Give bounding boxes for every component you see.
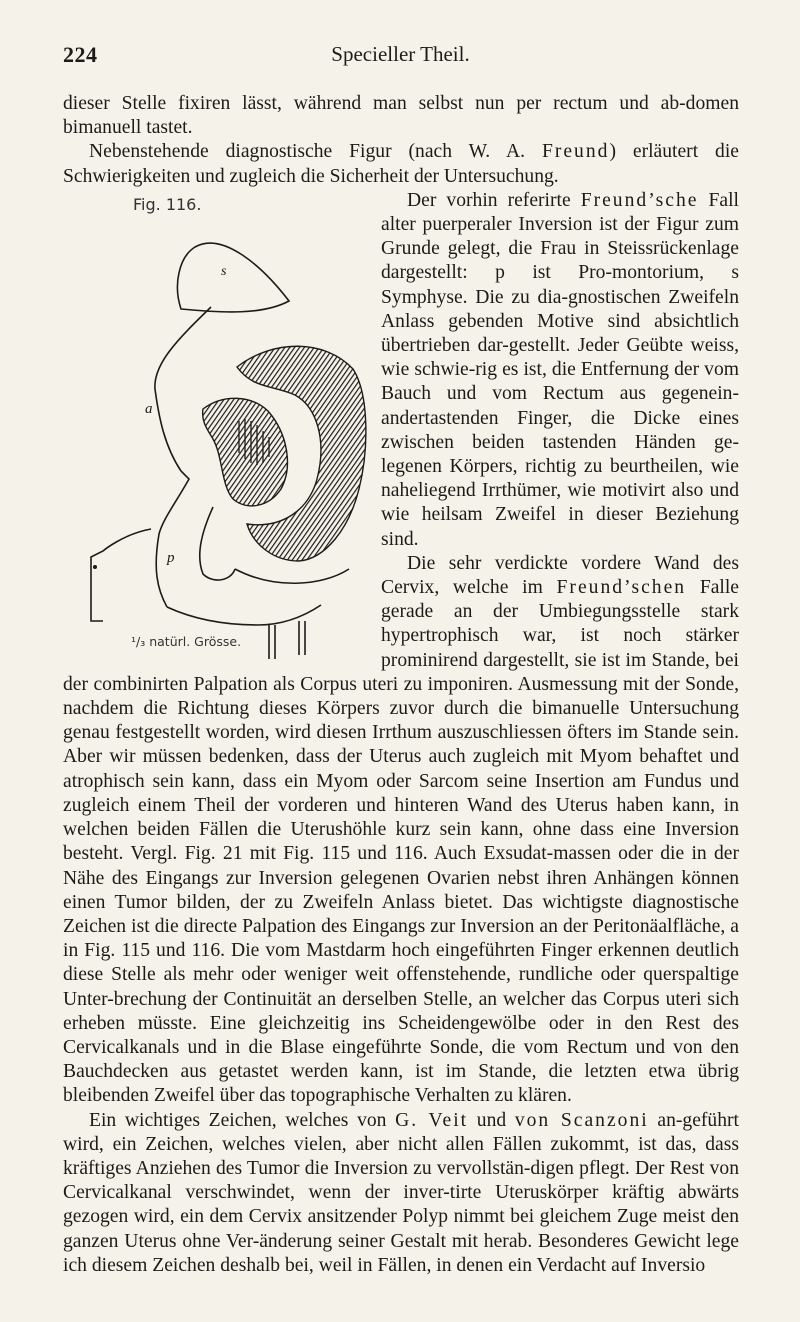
rod-left xyxy=(269,625,275,659)
author-name-veit: G. Veit xyxy=(395,1109,469,1131)
author-name-freundsche: Freund’sche xyxy=(580,189,699,211)
p2-text-a: Nebenstehende diagnostische Figur (nach W. A. xyxy=(89,141,542,163)
paragraph-1: dieser Stelle fixiren lässt, während man selbst nun per rectum und ab-domen bimanuell tastet. xyxy=(63,93,739,139)
paragraph-5 xyxy=(63,1109,739,1278)
p5-text-b: an-geführt wird, ein Zeichen, welches vielen, aber nicht allen Fällen zukommt, ist das, dass kräftiges Anziehen des Tumor die Inversion zu vervollstän-digen pflegt. Der Rest von Cervicalkanal verschwindet, wenn der inver-tirte Uteruskörper kräftig abwärts gezogen wird, ein dem Cervix ansitzender Polyp nimmt bei gleichem Zuge meist den ganzen Uterus ohne Ver-änderung seiner Gestalt mit herab. Besonderes Gewicht lege ich diesem Zeichen deshalb bei, weil in Fällen, in denen ein Verdacht auf Inversio xyxy=(63,1109,739,1276)
p5-text-mid: und xyxy=(468,1109,515,1131)
lower-contour xyxy=(167,605,321,625)
outer-contour-lower xyxy=(156,471,189,607)
author-name-scanzoni: von Scanzoni xyxy=(514,1109,649,1131)
p3-text-a: Der vorhin referirte xyxy=(407,189,581,211)
dot-marker xyxy=(93,565,97,569)
running-title: Specieller Theil. xyxy=(331,42,470,66)
p4-text-a: Die sehr verdickte vordere Wand des Cervix, welche im xyxy=(381,552,739,599)
author-name-freund: Freund xyxy=(541,141,610,163)
paragraph-2 xyxy=(63,140,739,188)
figure-caption: ¹/₃ natürl. Grösse. xyxy=(131,633,242,649)
outer-contour-upper xyxy=(155,307,211,471)
author-name-freundschen: Freund’schen xyxy=(556,577,687,599)
body-text xyxy=(63,92,739,1278)
p5-text-a: Ein wichtiges Zeichen, welches von xyxy=(89,1109,396,1131)
left-bracket xyxy=(91,529,151,621)
figure-116 xyxy=(63,189,373,661)
label-p: p xyxy=(167,549,175,566)
posterior-wall xyxy=(235,569,349,583)
cervix-inner xyxy=(200,507,235,580)
figure-label: Fig. 116. xyxy=(133,194,202,214)
p2-text-b: ) erläutert die Schwierigkeiten und zugleich die Sicherheit der Untersuchung. xyxy=(63,141,739,187)
page-number: 224 xyxy=(63,42,98,67)
page-header xyxy=(63,42,738,72)
label-a: a xyxy=(145,400,153,417)
uterus-inversion-diagram xyxy=(63,189,373,661)
label-s: s xyxy=(221,263,227,279)
rod-right xyxy=(299,621,305,655)
symphysis-outline xyxy=(177,243,289,312)
p3-text-b: Fall alter puerperaler Inversion ist der Figur zum Grunde gelegt, die Frau in Steissrückenlage dargestellt: p ist Pro-montorium, s Symphyse. Die zu dia-gnostischen Zweifeln Anlass gebenden Motive sind absichtlich übertrieben dar-gestellt. Jeder Geübte weiss, wie schwie-rig es ist, die Entfernung der vom Bauch und vom Rectum aus gegenein-andertastenden Finger, die Dicke eines zwischen beiden tastenden Händen ge-legenen Körpers, richtig zu beurtheilen, wie naheliegend Irrthümer, wie motivirt also und wie heilsam Zweifel in dieser Beziehung sind. xyxy=(381,189,739,550)
p4-text-b: Falle gerade an der Umbiegungsstelle stark hypertrophisch war, ist noch stärker prominirend dargestellt, sie ist im Stande, bei der combinirten Palpation als Corpus uteri zu imponiren. Ausmessung mit der Sonde, nachdem die Richtung dieses Körpers zuvor durch die bimanuelle Untersuchung genau festgestellt worden, wird diesen Irrthum auszuschliessen öfters im Stande sein. Aber wir müssen bedenken, dass der Uterus auch zugleich mit Myom behaftet und atrophisch sein kann, dass ein Myom oder Sarcom seine Insertion am Fundus und zugleich einem Theil der vorderen und hinteren Wand des Uterus haben kann, in welchen beiden Fällen die Uterushöhle kurz sein kann, ohne dass eine Inversion besteht. Vergl. Fig. 21 mit Fig. 115 und 116. Auch Exsudat-massen oder die in der Nähe des Eingangs zur Inversion gelegenen Ovarien nebst ihren Anhängen können einen Tumor bilden, der zu Zweifeln Anlass bietet. Das wichtigste diagnostische Zeichen ist die directe Palpation des Eingangs zur Inversion an der Peritonäalfläche, a in Fig. 115 und 116. Die vom Mastdarm hoch eingeführten Finger erkennen deutlich diese Stelle als mehr oder weniger weit offenstehende, rundliche oder querspaltige Unter-brechung der Continuität an derselben Stelle, an welcher das Corpus uteri sich erheben müsste. Eine gleichzeitig ins Scheidengewölbe oder in den Rest des Cervicalkanals und in die Blase eingeführte Sonde, die vom Rectum und von den Bauchdecken aus getastet werden kann, ist im Stande, die letzten etwa übrig bleibenden Zweifel über das topographische Verhalten zu klären. xyxy=(63,577,739,1107)
